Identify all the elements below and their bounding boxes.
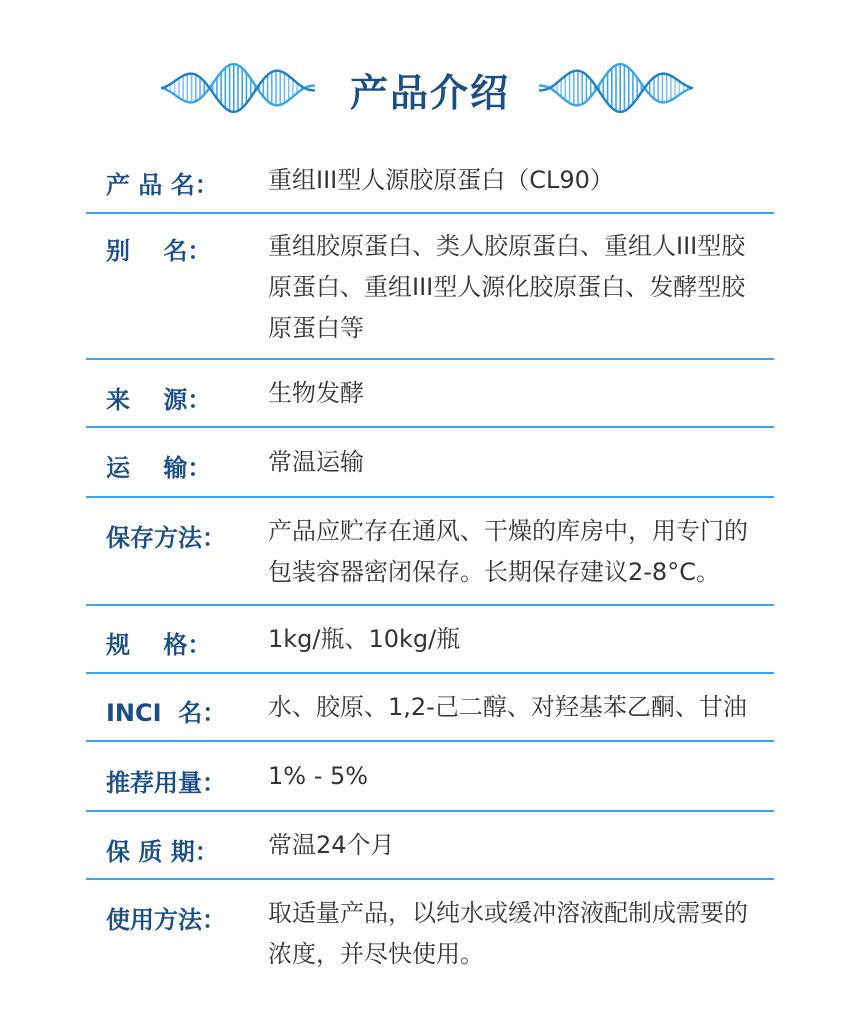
page-title: 产品介绍 — [349, 71, 510, 115]
row-value: 取适量产品，以纯水或缓冲溶液配制成需要的浓度，并尽快使用。 — [268, 899, 748, 968]
info-row-source — [86, 360, 774, 428]
info-row-shelf-life — [86, 812, 774, 880]
row-label: 规 格： — [106, 631, 212, 659]
row-label: 别 名： — [106, 237, 212, 265]
product-info-table — [86, 148, 774, 984]
info-row-transport — [86, 428, 774, 498]
row-value: 生物发酵 — [268, 379, 364, 407]
info-row-product-name — [86, 148, 774, 214]
row-value: 1kg/瓶、10kg/瓶 — [268, 625, 461, 653]
row-label: 保存方法： — [106, 524, 226, 552]
info-row-inci — [86, 674, 774, 742]
info-row-usage — [86, 880, 774, 984]
row-label: 推荐用量： — [106, 769, 226, 797]
row-value: 产品应贮存在通风、干燥的库房中，用专门的包装容器密闭保存。长期保存建议2-8°C。 — [268, 517, 748, 586]
row-label: 来 源： — [106, 386, 212, 414]
row-value: 常温24个月 — [268, 831, 395, 859]
row-label: 产 品 名： — [106, 171, 219, 199]
dna-helix-icon — [536, 60, 696, 116]
row-label: 运 输： — [106, 454, 212, 482]
info-row-storage — [86, 498, 774, 606]
row-label: 保 质 期： — [106, 838, 219, 866]
row-value: 常温运输 — [268, 448, 364, 476]
section-header — [0, 50, 860, 126]
row-label: 使用方法： — [106, 906, 226, 934]
row-value: 重组III型人源胶原蛋白（CL90） — [268, 166, 614, 194]
row-label: INCI 名： — [106, 699, 227, 727]
row-value: 1% - 5% — [268, 762, 369, 790]
row-value: 重组胶原蛋白、类人胶原蛋白、重组人III型胶原蛋白、重组III型人源化胶原蛋白、发酵型胶原蛋白等 — [268, 232, 746, 342]
info-row-dosage — [86, 742, 774, 812]
info-row-alias — [86, 214, 774, 360]
row-value: 水、胶原、1,2-己二醇、对羟基苯乙酮、甘油 — [268, 693, 747, 721]
info-row-spec — [86, 606, 774, 674]
